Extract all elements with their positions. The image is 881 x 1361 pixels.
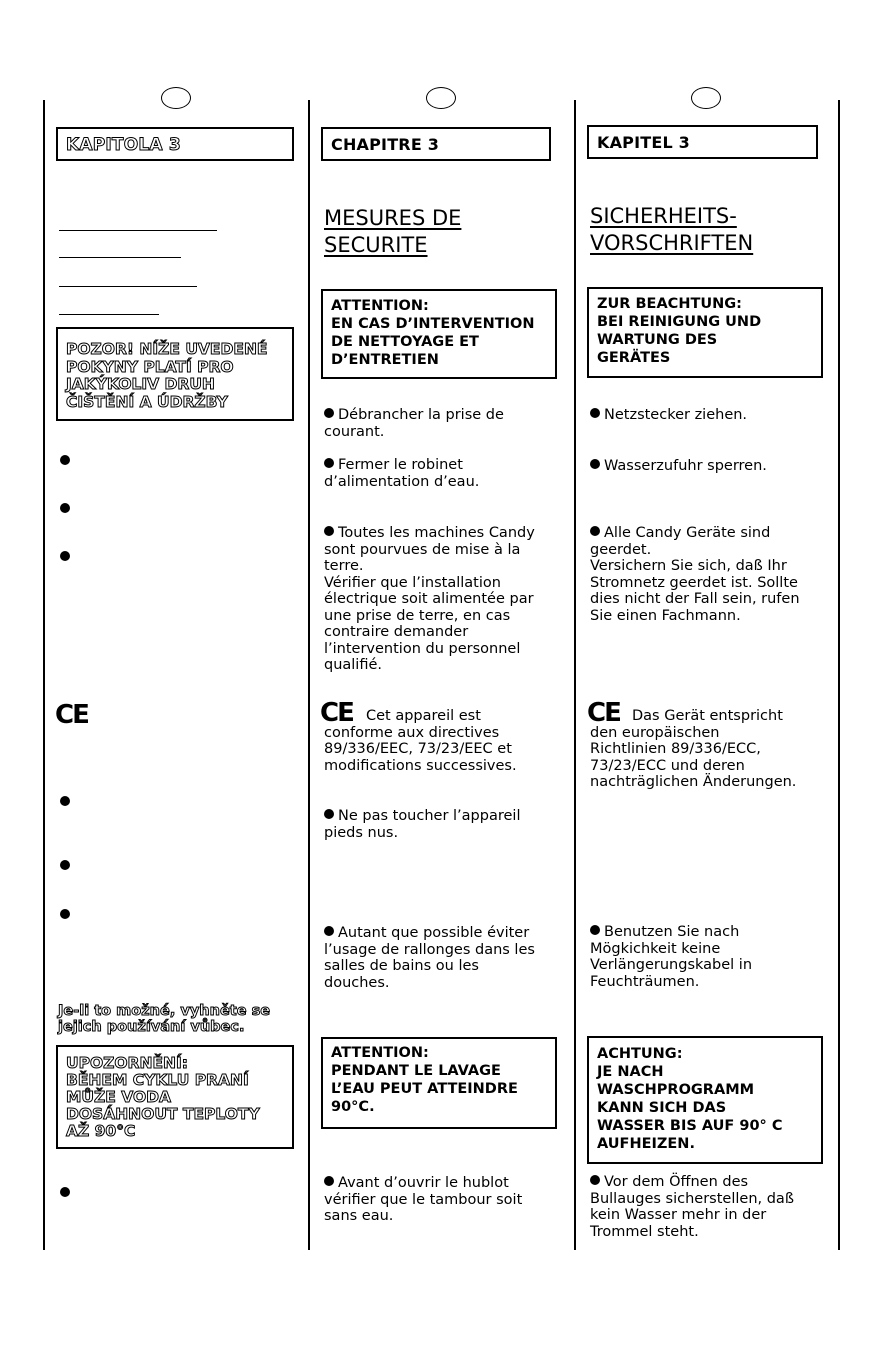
czech-note: Je-li to možné, vyhněte se jejich používání vůbec. xyxy=(58,1003,271,1035)
french-item-door xyxy=(324,1175,522,1225)
czech-chapter-title: KAPITOLA 3 xyxy=(56,127,294,161)
german-item-plug-text: Netzstecker ziehen. xyxy=(604,407,748,423)
french-heading: MESURES DE SECURITE xyxy=(324,206,462,257)
french-warning-box: ATTENTION: EN CAS D’INTERVENTION DE NETTOYAGE ET D’ENTRETIEN xyxy=(321,289,557,379)
bullet-dot xyxy=(324,526,334,536)
czech-heading-line-3 xyxy=(59,286,197,287)
bullet-dot xyxy=(324,408,334,418)
french-ce-text: Cet appareil est conforme aux directives 89/336/EEC, 73/23/EEC et modifications successives. xyxy=(324,708,517,774)
german-item-earth-text: Alle Candy Geräte sind geerdet. Versichern Sie sich, daß Ihr Stromnetz geerdet ist. Sollte dies nicht der Fall sein, rufen Sie einen Fachmann. xyxy=(590,525,800,624)
czech-ce-mark: CE xyxy=(55,700,88,730)
french-item-feet xyxy=(324,808,520,841)
bullet-dot xyxy=(324,458,334,468)
bullet-dot xyxy=(324,926,334,936)
french-item-door-text: Avant d’ouvrir le hublot vérifier que le tambour soit sans eau. xyxy=(324,1175,523,1224)
bullet-dot xyxy=(590,526,600,536)
german-item-plug xyxy=(590,407,747,424)
czech-bullet-6 xyxy=(60,909,70,919)
bullet-dot xyxy=(324,1176,334,1186)
german-item-earth xyxy=(590,525,800,624)
czech-wash-warning: UPOZORNĚNÍ: BĚHEM CYKLU PRANÍ MŮŽE VODA DOSÁHNOUT TEPLOTY AŽ 90°C xyxy=(56,1045,294,1149)
french-ce-mark: CE xyxy=(320,698,353,728)
french-item-tap-text: Fermer le robinet d’alimentation d’eau. xyxy=(324,457,480,490)
bullet-dot xyxy=(324,809,334,819)
french-item-plug xyxy=(324,407,504,440)
bullet-dot xyxy=(590,1175,600,1185)
column-divider-2 xyxy=(574,100,576,1250)
czech-heading-line-2 xyxy=(59,257,181,258)
german-item-ext-text: Benutzen Sie nach Mögkichkeit keine Verlängerungskabel in Feuchträumen. xyxy=(590,924,753,990)
column-divider-1 xyxy=(308,100,310,1250)
german-warning-box: ZUR BEACHTUNG: BEI REINIGUNG UND WARTUNG DES GERÄTES xyxy=(587,287,823,378)
french-item-plug-text: Débrancher la prise de courant. xyxy=(324,407,504,440)
french-item-tap xyxy=(324,457,479,490)
german-chapter-title: KAPITEL 3 xyxy=(587,125,818,159)
czech-heading-line-4 xyxy=(59,314,159,315)
czech-bullet-7 xyxy=(60,1187,70,1197)
french-item-earth-text: Toutes les machines Candy sont pourvues de mise à la terre. Vérifier que l’installation électrique soit alimentée par une prise de terre, en cas contraire demander l’intervention du personnel qualifié. xyxy=(324,525,535,673)
column-divider-right xyxy=(838,100,840,1250)
czech-heading-line-1 xyxy=(59,230,217,231)
language-circle-german xyxy=(691,87,721,109)
czech-bullet-1 xyxy=(60,455,70,465)
bullet-dot xyxy=(590,459,600,469)
german-item-door-text: Vor dem Öffnen des Bullauges sicherstellen, daß kein Wasser mehr in der Trommel steht. xyxy=(590,1174,794,1240)
czech-warning-box: POZOR! NÍŽE UVEDENÉ POKYNY PLATÍ PRO JAKÝKOLIV DRUH ČIŠTĚNÍ A ÚDRŽBY xyxy=(56,327,294,421)
german-item-door xyxy=(590,1174,794,1240)
german-item-tap-text: Wasserzufuhr sperren. xyxy=(604,458,767,474)
french-item-ext xyxy=(324,925,535,991)
french-item-earth xyxy=(324,525,535,674)
language-circle-french xyxy=(426,87,456,109)
czech-bullet-3 xyxy=(60,551,70,561)
german-heading: SICHERHEITS- VORSCHRIFTEN xyxy=(590,204,754,255)
french-item-feet-text: Ne pas toucher l’appareil pieds nus. xyxy=(324,808,521,841)
czech-bullet-4 xyxy=(60,796,70,806)
czech-bullet-5 xyxy=(60,860,70,870)
language-circle-czech xyxy=(161,87,191,109)
french-wash-warning: ATTENTION: PENDANT LE LAVAGE L’EAU PEUT ATTEINDRE 90°C. xyxy=(321,1037,557,1129)
german-item-tap xyxy=(590,458,767,475)
column-divider-left xyxy=(43,100,45,1250)
french-chapter-title: CHAPITRE 3 xyxy=(321,127,551,161)
czech-bullet-2 xyxy=(60,503,70,513)
bullet-dot xyxy=(590,925,600,935)
german-wash-warning: ACHTUNG: JE NACH WASCHPROGRAMM KANN SICH DAS WASSER BIS AUF 90° C AUFHEIZEN. xyxy=(587,1036,823,1164)
german-ce-mark: CE xyxy=(587,698,620,728)
french-item-ext-text: Autant que possible éviter l’usage de rallonges dans les salles de bains ou les douches. xyxy=(324,925,535,991)
german-ce-text: Das Gerät entspricht den europäischen Richtlinien 89/336/ECC, 73/23/ECC und deren nachträglichen Änderungen. xyxy=(590,708,797,790)
bullet-dot xyxy=(590,408,600,418)
german-item-ext xyxy=(590,924,752,990)
